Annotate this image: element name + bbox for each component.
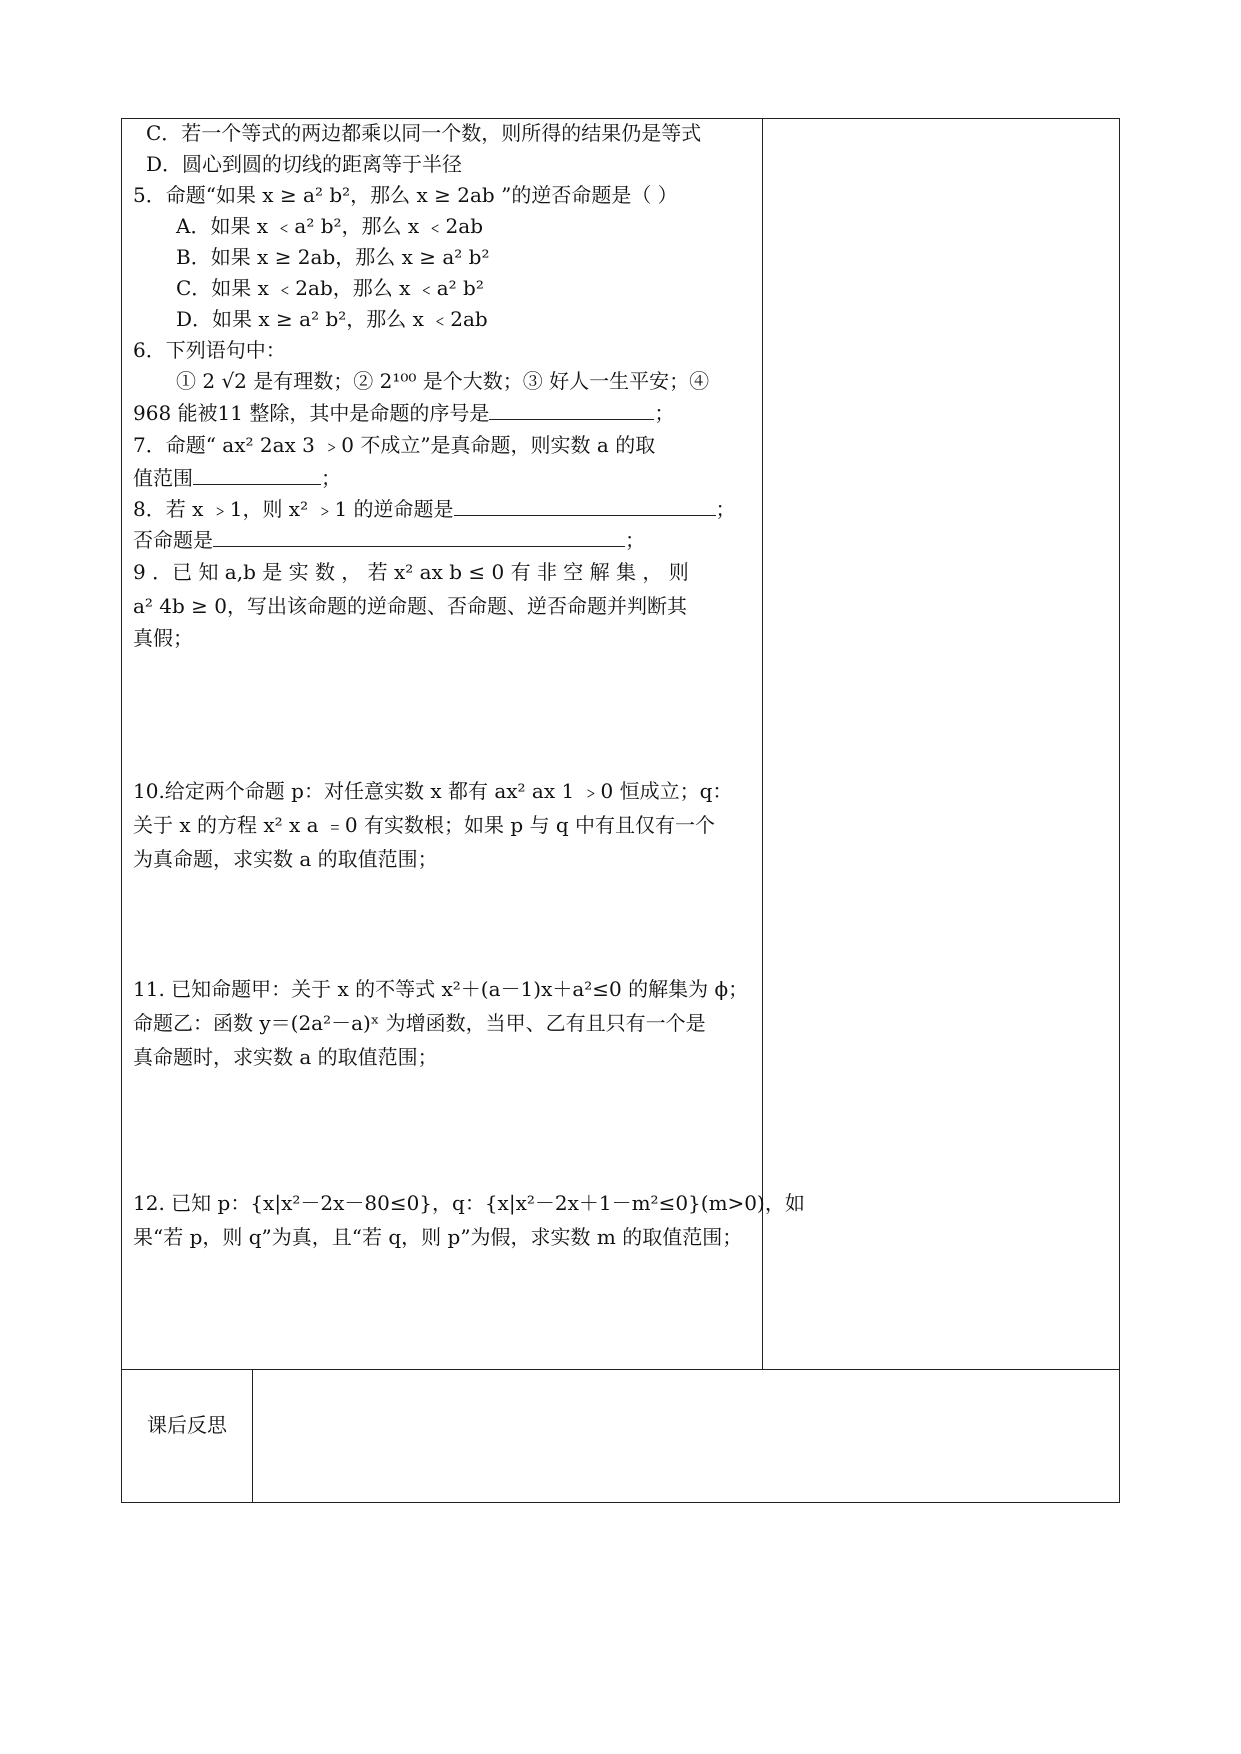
question-6-text: 968 能被11 整除，其中是命题的序号是	[133, 401, 490, 425]
question-6-line-1: ① 2 √2 是有理数；② 2¹⁰⁰ 是个大数；③ 好人一生平安；④	[176, 369, 710, 393]
question-5-option-d: D．如果 x ≥ a² b²，那么 x ﹤2ab	[176, 307, 488, 331]
answer-blank	[454, 493, 716, 516]
answer-blank	[489, 397, 654, 420]
row-divider	[121, 1369, 1120, 1370]
question-10-line-3: 为真命题，求实数 a 的取值范围；	[133, 847, 438, 871]
question-7-end: ；	[321, 466, 341, 490]
option-c-line: C．若一个等式的两边都乘以同一个数，则所得的结果仍是等式	[146, 121, 702, 145]
question-8-line-1	[133, 493, 755, 524]
question-12-line-1: 12. 已知 p：{x|x²－2x－80≤0}，q：{x|x²－2x＋1－m²≤0}(m>0)，如	[133, 1191, 805, 1215]
column-divider	[762, 118, 763, 1370]
question-7-text: 值范围	[133, 466, 193, 490]
question-11-line-3: 真命题时，求实数 a 的取值范围；	[133, 1045, 438, 1069]
question-5: 5．命题“如果 x ≥ a² b²，那么 x ≥ 2ab ”的逆否命题是（ ）	[133, 183, 678, 207]
question-9-line-3: 真假；	[133, 626, 193, 650]
question-11-line-1: 11. 已知命题甲：关于 x 的不等式 x²＋(a－1)x＋a²≤0 的解集为 ϕ；	[133, 977, 749, 1001]
question-5-option-b: B．如果 x ≥ 2ab，那么 x ≥ a² b²	[176, 245, 490, 269]
question-8-end: ；	[715, 497, 736, 521]
question-7-line-1: 7．命题“ ax² 2ax 3 ﹥0 不成立”是真命题，则实数 a 的取	[133, 433, 656, 457]
answer-blank	[193, 462, 321, 485]
question-6-line-2	[133, 397, 755, 428]
question-5-option-a: A．如果 x ﹤a² b²，那么 x ﹤2ab	[176, 214, 484, 238]
question-9-line-2: a² 4b ≥ 0，写出该命题的逆命题、否命题、逆否命题并判断其	[133, 594, 688, 618]
question-8-text: 8．若 x ﹥1，则 x² ﹥1 的逆命题是	[133, 497, 454, 521]
question-7-line-2	[133, 462, 755, 493]
question-8-line-2	[133, 524, 755, 555]
footer-divider	[252, 1369, 253, 1503]
question-8-end-2: ；	[625, 528, 645, 552]
answer-blank	[213, 524, 625, 547]
question-12-line-2: 果“若 p，则 q”为真，且“若 q，则 p”为假，求实数 m 的取值范围；	[133, 1225, 743, 1249]
question-10-line-2: 关于 x 的方程 x² x a ﹦0 有实数根；如果 p 与 q 中有且仅有一个	[133, 813, 716, 837]
question-6: 6．下列语句中：	[133, 338, 286, 362]
question-6-end: ；	[654, 401, 675, 425]
question-5-option-c: C．如果 x ﹤2ab，那么 x ﹤a² b²	[176, 276, 484, 300]
option-d-line: D．圆心到圆的切线的距离等于半径	[146, 152, 463, 176]
question-9-line-1: 9 ．已 知 a,b 是 实 数 ， 若 x² ax b ≤ 0 有 非 空 解 集 ， 则	[133, 560, 689, 584]
question-10-line-1: 10.给定两个命题 p：对任意实数 x 都有 ax² ax 1 ﹥0 恒成立；q：	[133, 779, 733, 803]
exercise-content	[133, 118, 805, 1254]
question-8-text-2: 否命题是	[133, 528, 213, 552]
reflection-label: 课后反思	[147, 1413, 227, 1437]
question-11-line-2: 命题乙：函数 y＝(2a²－a)ˣ 为增函数，当甲、乙有且只有一个是	[133, 1011, 706, 1035]
